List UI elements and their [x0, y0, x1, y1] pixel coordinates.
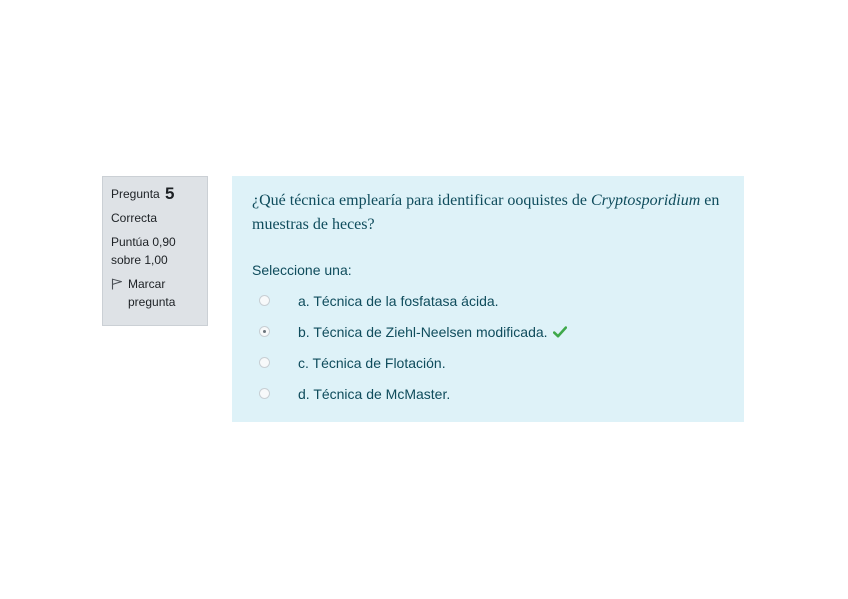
question-content — [232, 176, 744, 422]
answer-label-d: d. Técnica de McMaster. — [298, 385, 451, 402]
answer-prompt: Seleccione una: — [252, 262, 352, 278]
question-grade: Puntúa 0,90 sobre 1,00 — [111, 235, 176, 267]
answer-label-c: c. Técnica de Flotación. — [298, 354, 446, 371]
flag-question-label: Marcar pregunta — [128, 277, 176, 309]
check-icon — [553, 326, 567, 338]
answer-radio-c[interactable] — [259, 357, 270, 368]
answer-radio-b[interactable] — [259, 326, 270, 337]
question-info-panel — [102, 176, 208, 326]
question-number: 5 — [165, 184, 175, 203]
question-number-line — [111, 185, 199, 203]
question-state: Correcta — [111, 211, 158, 225]
question-text — [252, 189, 724, 237]
answer-option-b[interactable] — [252, 316, 724, 347]
answer-radio-d[interactable] — [259, 388, 270, 399]
answer-radio-a[interactable] — [259, 295, 270, 306]
question-text-organism: Cryptosporidium — [590, 192, 701, 209]
answer-label-a: a. Técnica de la fosfatasa ácida. — [298, 292, 499, 309]
question-text-end: en muestras de heces? — [252, 192, 720, 233]
answer-option-a[interactable] — [252, 285, 724, 316]
answer-list — [252, 285, 724, 409]
answer-option-c[interactable] — [252, 347, 724, 378]
question-text-start: ¿Qué técnica emplearía para identificar ooquistes de — [252, 192, 591, 209]
flag-icon — [111, 278, 123, 290]
answer-option-d[interactable] — [252, 378, 724, 409]
answer-label-b: b. Técnica de Ziehl-Neelsen modificada. — [298, 323, 548, 340]
question-label: Pregunta — [111, 187, 160, 201]
flag-question-link[interactable] — [111, 275, 199, 311]
